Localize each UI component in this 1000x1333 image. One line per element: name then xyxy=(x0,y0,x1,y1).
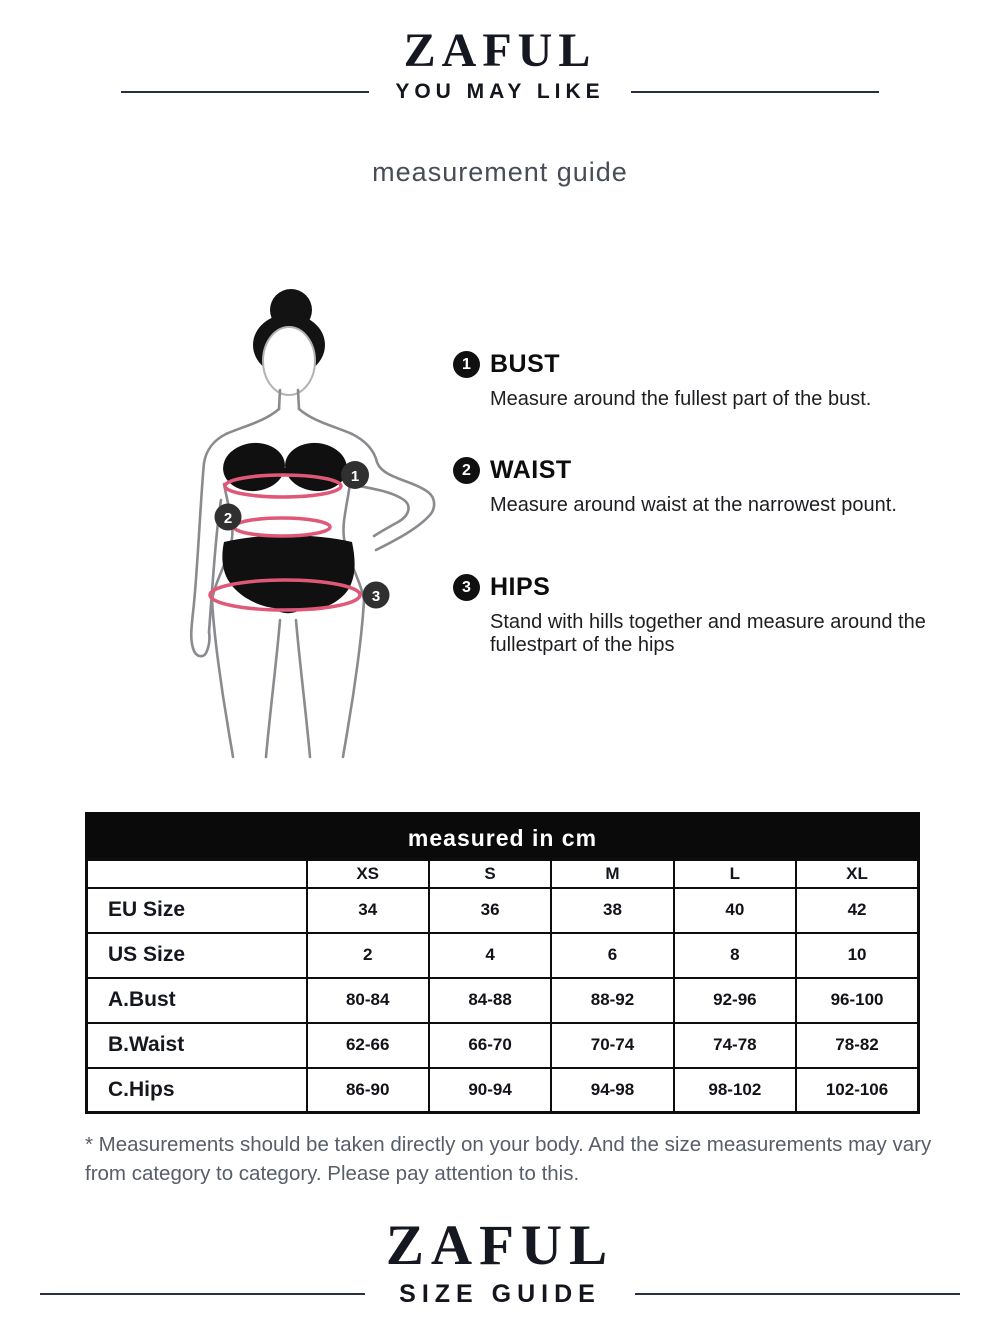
callout-waist xyxy=(453,456,963,517)
cell-value: 66-70 xyxy=(429,1023,551,1068)
cell-value: 86-90 xyxy=(307,1068,429,1113)
figure-leg-left-outer xyxy=(212,600,233,757)
brand-wordmark: ZAFUL xyxy=(385,1214,615,1277)
cell-value: 70-74 xyxy=(551,1023,673,1068)
row-label: A.Bust xyxy=(87,978,307,1023)
cell-value: 10 xyxy=(796,933,918,978)
table-row-waist xyxy=(87,1023,919,1068)
footer-logo xyxy=(0,1216,1000,1309)
cell-value: 40 xyxy=(674,888,796,933)
hips-number-badge: 3 xyxy=(453,574,480,601)
body-figure-illustration xyxy=(168,262,448,767)
cell-value: 38 xyxy=(551,888,673,933)
figure-marker-1-label: 1 xyxy=(350,468,360,485)
cell-value: 36 xyxy=(429,888,551,933)
cell-value: 34 xyxy=(307,888,429,933)
table-row-bust xyxy=(87,978,919,1023)
waist-title: WAIST xyxy=(490,456,572,484)
header-tagline: YOU MAY LIKE xyxy=(395,80,605,104)
figure-shoulder-left xyxy=(226,409,279,434)
cell-value: 80-84 xyxy=(307,978,429,1023)
figure-marker-3 xyxy=(363,582,390,609)
divider-line xyxy=(121,91,369,93)
figure-arm-right-inner xyxy=(350,484,409,536)
size-table xyxy=(85,812,920,1114)
figure-face xyxy=(263,327,315,395)
brand-wordmark: ZAFUL xyxy=(403,24,597,77)
cell-value: 42 xyxy=(796,888,918,933)
size-table-corner-cell xyxy=(87,860,307,888)
column-header-l: L xyxy=(674,860,796,888)
figure-marker-2-label: 2 xyxy=(223,510,233,527)
figure-marker-2 xyxy=(215,504,242,531)
header-logo xyxy=(0,26,1000,104)
table-row-eu-size xyxy=(87,888,919,933)
divider-line xyxy=(40,1293,365,1295)
bust-description: Measure around the fullest part of the bust. xyxy=(490,388,872,410)
cell-value: 98-102 xyxy=(674,1068,796,1113)
column-header-xs: XS xyxy=(307,860,429,888)
row-label: C.Hips xyxy=(87,1068,307,1113)
hips-description: Stand with hills together and measure around the fullestpart of the hips xyxy=(490,611,926,656)
divider-line xyxy=(631,91,879,93)
cell-value: 88-92 xyxy=(551,978,673,1023)
cell-value: 4 xyxy=(429,933,551,978)
cell-value: 84-88 xyxy=(429,978,551,1023)
cell-value: 102-106 xyxy=(796,1068,918,1113)
figure-shoulder-right xyxy=(299,409,352,434)
cell-value: 90-94 xyxy=(429,1068,551,1113)
cell-value: 78-82 xyxy=(796,1023,918,1068)
figure-arm-right xyxy=(352,434,434,550)
row-label: US Size xyxy=(87,933,307,978)
bust-number-badge: 1 xyxy=(453,351,480,378)
cell-value: 62-66 xyxy=(307,1023,429,1068)
callout-bust xyxy=(453,350,953,411)
column-header-xl: XL xyxy=(796,860,918,888)
size-table-header-row xyxy=(87,860,919,888)
divider-line xyxy=(635,1293,960,1295)
figure-shorts xyxy=(222,535,354,613)
figure-marker-1 xyxy=(341,461,369,489)
cell-value: 6 xyxy=(551,933,673,978)
figure-marker-3-label: 3 xyxy=(371,588,381,605)
figure-bandeau-band xyxy=(274,468,298,474)
cell-value: 96-100 xyxy=(796,978,918,1023)
waist-number-badge: 2 xyxy=(453,457,480,484)
table-row-hips xyxy=(87,1068,919,1113)
callout-hips xyxy=(453,573,953,657)
size-table-title: measured in cm xyxy=(85,812,920,858)
waist-measure-line xyxy=(234,518,330,536)
footer-tagline-row xyxy=(40,1280,960,1309)
header-tagline-row xyxy=(121,80,879,104)
cell-value: 74-78 xyxy=(674,1023,796,1068)
cell-value: 92-96 xyxy=(674,978,796,1023)
waist-description: Measure around waist at the narrowest pount. xyxy=(490,494,897,516)
row-label: B.Waist xyxy=(87,1023,307,1068)
footer-tagline: SIZE GUIDE xyxy=(399,1279,601,1308)
column-header-m: M xyxy=(551,860,673,888)
figure-leg-left-inner xyxy=(266,620,280,757)
figure-bandeau-left xyxy=(221,440,288,494)
footnote: * Measurements should be taken directly on your body. And the size measurements may vary from category to category. Please pay attention to this. xyxy=(85,1133,932,1185)
page-title: measurement guide xyxy=(372,157,628,187)
cell-value: 8 xyxy=(674,933,796,978)
column-header-s: S xyxy=(429,860,551,888)
figure-leg-right-inner xyxy=(296,620,310,757)
bust-title: BUST xyxy=(490,350,561,378)
figure-leg-right-outer xyxy=(343,600,364,757)
row-label: EU Size xyxy=(87,888,307,933)
cell-value: 94-98 xyxy=(551,1068,673,1113)
cell-value: 2 xyxy=(307,933,429,978)
hips-title: HIPS xyxy=(490,573,551,601)
table-row-us-size xyxy=(87,933,919,978)
